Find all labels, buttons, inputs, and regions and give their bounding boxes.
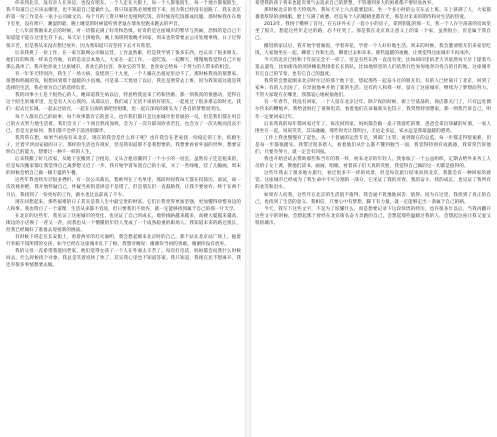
paragraph: 我的父母一直希望我能回老家，他们觉得女孩子一个人在外面太辛苦了。每次打电话，妈妈都会问我什么时候回去，什么时候找个对象。我总是笑着说快了快了，其实我心里也不知道答案。我只知道，我现在还不想离开，我还有很多事情想要去做。 (6, 249, 241, 269)
paragraph: 后来我换了一份工作，在一家互联网公司做运营。工作虽然累，但是我学到了很多东西，也认识了很多朋友。他们有的和我一样来自外地，有的是北京本地人，大家在一起工作、一起吃饭、一起聊天，慢慢地我觉得自己不再那么孤单了。我开始喜欢上这座城市，喜欢它的包容，喜欢它的节奏，也喜欢它给每一个努力的人带来的机会。 (6, 50, 241, 70)
paragraph: 你来到北京，没有亲人在身边，也没有朋友。一个人走在大街上，每一个人都很陌生，每一个地方都很陌生，我不知道自己应该去哪里，也不知道自己能做什么。我只知道我必须要留下来，因为我已经没有退路了。我在北京的第一份工作是在一家小公司做文员，每个月的工资只够付房租和吃饭，有时候连吃饭都成问题。那时候我住在地下室里，没有窗户，潮湿阴暗，晚上睡觉的时候能听到老鼠在墙角里跑来跑去的声音。 (6, 1, 241, 28)
paragraph: 希望我的孩子将来也能有勇气去追求自己的梦想，不管遇到多大的困难都不要轻易放弃。 (255, 1, 437, 6)
paragraph: 有一年春节，我没有回家，一个人留在北京过年。除夕夜的时候，街上空荡荡的，商店都关门了，只有远处偶尔传来的鞭炮声。我给爸妈打了视频电话，看着他们在屏幕那头包饺子，我突然特别想家。那一刻我告诉自己，明年一定要回家过年。 (255, 100, 491, 120)
paragraph: 搬进新家以后，我开始学着做饭，学着养花，学着一个人好好地生活。周末的时候，我会邀请朋友们来家里吃饭，大家围坐在一起，聊着工作和生活，聊着过去和未来。那些温暖的夜晚，让我觉得这座城市不再冰冷。 (255, 43, 491, 56)
paragraph: 这些年我也经历过很多挫折。有一次公司裁员，我被列在了名单里，那段时间我每天都在投简历、面试，却一次次被拒绝。我开始怀疑自己，怀疑当初的选择是不是错了。但是朋友们一直鼓励我，让我不要放弃。终于在两个月后，我找到了一份更好的工作，薪水也比以前高了不少。 (6, 178, 241, 198)
paragraph: 每个人都有自己的故事，每个故事都有它的意义。也许我们都只是这座城市里普通的一员，但是我们都在用自己的方式努力地生活着。我们会为了一个项目熬夜加班，会为了一次升职而欣喜若狂，也会为了一次失败而沮丧不已。但是无论如何，我们都不会停下前进的脚步。 (6, 114, 241, 134)
paragraph: 后来我搬了好几次家，从地下室搬到了合租房，又从合租房搬到了一个小小的一居室。虽然房子还是租来的，但是每次搬家都让我觉得自己离梦想又近了一步。我开始学着布置自己的小家，买了一些绿植，挂了几幅画，周末的时候会给自己做一顿丰盛的午餐。 (6, 157, 241, 177)
paragraph: 我的同事小王是个很热心的人，她知道我生病以后，特意给我送来了药和热粥。那一刻我真的很感动，觉得在这个陌生的城市里，还是有人关心我的。从那以后，我们成了无话不谈的好朋友，一起度过了很多难忘的时光。我们一起去过长城，一起去过故宫，一起在后海的酒吧里唱歌，也一起在深夜的街头为了各自的梦想而哭泣。 (6, 93, 241, 113)
paragraph: 2013年，我终于攒够了首付，在五环外买了一套小小的房子。拿到钥匙的那一天，我一个人在空荡荡的房间里坐了很久，想起这些年走过的路，忍不住哭了。那是我在北京真正意义上的第一个家，虽然很小，但是属于我自己。 (255, 22, 491, 42)
paragraph: 现在回想起来，那些艰难的日子其实是我人生中最宝贵的财富。它们让我变得更加坚强，更加懂得珍惜身边的人和事。我也明白了一个道理：生活从来都不容易，但只要我们不放弃，就一定能够找到属于自己的那一片天空。 (6, 199, 241, 212)
right-page (251, 0, 497, 437)
paragraph: 七八年前我刚来北京的时候，对一切都充满了好奇和恐惧。好奇的是这座城市的繁华与热闹，恐惧的是自己不知道能不能在这里生存下去。每天早上挤地铁，晚上加班到很晚才回家，周末也常常要去公司处理事情。日子过得很辛苦，但是我从来没有想过放弃，因为我知道只有坚持下去才有希望。 (6, 29, 241, 49)
paragraph: 那时候北京的冬天特别冷，我每天早上六点就要起床，坐一个多小时的公交车去上班。车上挤满了人，大家都裹着厚厚的羽绒服，脸上写满了疲惫。但是每个人的眼睛里都有光，那是对未来的期待和对生活的热爱。 (255, 8, 491, 21)
paragraph: 有时候下班走在长安街上，看着两旁的灯火通明，我会想起刚来北京时的自己。那个站在北京站广场上，拖着行李箱不知所措的女孩，如今已经在这座城市扎下了根。我想对她说：谢谢你当初的勇敢，谢谢你没有放弃。 (6, 235, 241, 248)
paragraph: 在北京的这些年，我见证了这座城市的变化，也见证了自己的成长。地铁线路越来越多，高楼大厦越来越高，街边的小店换了一茬又一茬，而我也从一个懵懂的年轻人变成了一个成熟稳重的职场人。我知道未来的路还很长，但我已经做好了准备去迎接新的挑战。 (6, 213, 241, 233)
paragraph: 我常常在想，如果当初没有来北京，现在的我会是什么样子呢？也许我会在老家找一份稳定的工作，结婚生子，过着平淡而安稳的日子。那样的生活也许很好，但是我知道那不是我想要的。我想要看看外面的世界，想要证明自己的能力，想要过一种不一样的人生。 (6, 135, 241, 155)
paragraph: 如果有人问我，这些年在北京的生活值不值得，我会毫不犹豫地回答：值得。因为在这里，我找到了真正的自己，也找到了生活的意义。我相信，只要心中有梦想，脚下有力量，就一定能够走出一条属于自己的路。 (255, 192, 491, 205)
paragraph: 工作上我也慢慢有了起色。从一个普通的运营专员，到部门主管，再到现在的总监，每一步都走得很艰难，但是每一步都很踏实。我带过很多新人，看着他们从什么都不懂到独当一面，我觉得特别有成就感。我常常告诉他们，只要肯努力，就一定会有回报。 (255, 135, 491, 155)
paragraph: 我常常会想起刚来北京时住过的那个地下室，想起那些一起奋斗过的朋友们。有的人已经离开了北京，回到了家乡；有的人出国了，在异国他乡开始了新的生活；还有的人和我一样，留在了这座城市，继续为了梦想而努力。不管大家现在在哪里，我都衷心地祝福他们。 (255, 79, 491, 99)
paragraph: 这些年我去了很多地方旅行，看过很多不一样的风景，但是每次旅行结束回到北京，我都会有一种回家的感觉。这座城市已经成为了我生命中不可分割的一部分，它见证了我的青春，我的奋斗，我的成长，也见证了我所有的欢笑和泪水。 (255, 171, 491, 191)
paragraph: 今天，我写下这些文字，不是为了炫耀什么，而是想要记录下这段珍贵的经历。也许很多年以后，当我再翻开这些文字的时候，会想起那个曾经在北京街头奋力奔跑的自己，会想起那些温暖过我的人，会想起这座让我又爱又恨的城市。 (255, 206, 491, 226)
paragraph: 今天的北京已经和十年前完全不一样了，但是有些东西一直没有变。比如胡同里的老大爷依然每天早上提着鸟笼去遛弯，比如街角的煎饼摊依然排着长长的队，比如地铁里的人们依然行色匆匆地奔向各自的目的地。这座城市有它自己的节奏，也有它自己的温度。 (255, 57, 491, 77)
left-page (0, 0, 245, 437)
paragraph: 后来我真的每年都回家过年了。每次回到家，妈妈都会做一桌子我爱吃的菜，爸爸会拿出珍藏的好酒，一家人围坐在一起，说说笑笑，其乐融融。那些时光让我明白，无论走多远，家永远是我最温暖的港湾。 (255, 121, 491, 134)
paragraph: 有一年冬天特别冷，我生了一场大病，发烧到三十九度，一个人躺在出租屋里动不了。那时候我真的很想家，很想妈妈做的饭，很想回到那个温暖的小县城。可是第二天烧退了以后，我还是照常去上班，因为我知道这就是我选择的生活，我必须为自己的选择负责。 (6, 71, 241, 92)
paragraph: 我也开始尝试去帮助那些和当年的我一样，初来北京的年轻人。我参加了一个公益组织，定期去给外来务工人员的子女上课，教他们读书、画画、唱歌。看着孩子们天真的笑脸，我觉得自己做的这一切都是值得的。 (255, 157, 491, 170)
